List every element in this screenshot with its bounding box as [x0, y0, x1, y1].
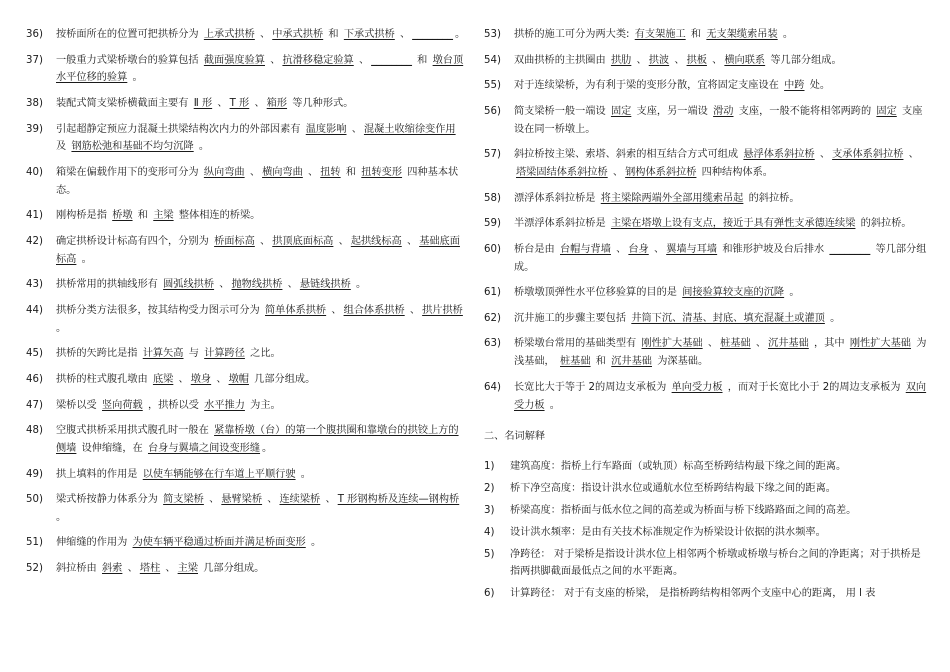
question-fragment: 、 [284, 279, 298, 291]
answer-blank: 支承体系斜拉桥 [832, 149, 904, 161]
question-number: 60) [484, 243, 501, 255]
question-fragment: 、 [256, 235, 271, 247]
question-fragment: 。 [262, 442, 273, 454]
right-column [484, 26, 930, 607]
question-number: 48) [26, 425, 43, 437]
question-fragment: 、 [612, 243, 627, 255]
question-fragment: 空腹式拱桥采用拱式腹孔时一般在 [56, 425, 213, 437]
question-number: 36) [26, 29, 43, 40]
question-item [484, 103, 930, 139]
question-fragment: 长宽比大于等于 2的周边支承板为 [514, 381, 670, 393]
answer-blank: 主梁在塔墩上设有支点，接近于具有弹性支承德连续梁 [610, 218, 856, 230]
question-item [26, 491, 466, 527]
question-fragment: 、 [335, 235, 349, 247]
answer-blank: 台帽与背墙 [560, 243, 611, 255]
question-number: 39) [26, 123, 43, 135]
question-text [56, 276, 466, 294]
question-fragment: 。 [546, 399, 560, 411]
question-fragment: 桥梁墩台常用的基础类型有 [514, 338, 640, 350]
question-fragment: 伸缩缝的作用为 [56, 537, 131, 549]
answer-blank: 混凝土收缩徐变作用 [363, 123, 456, 135]
definition-text: 净跨径： 对于梁桥是指设计洪水位上相邻两个桥墩或桥墩与桥台之间的净距离；对于拱桥是指两拱脚截面最低点之间的水平距离。 [510, 548, 921, 578]
answer-blank: 计算矢高 [142, 348, 184, 360]
answer-blank: 悬臂梁桥 [221, 494, 263, 506]
question-fragment: 。 [786, 287, 800, 299]
answer-blank: 塔梁固结体系斜拉桥 [516, 166, 608, 178]
question-fragment: 、 [708, 54, 723, 66]
question-fragment: 的斜拉桥。 [745, 192, 800, 204]
definition-number: 2) [484, 483, 495, 495]
definition-number: 6) [484, 588, 495, 600]
question-fragment: 、 [267, 54, 281, 66]
question-fragment: 、 [322, 494, 336, 506]
question-text [514, 103, 930, 139]
question-item [26, 164, 466, 200]
question-fragment: 、 [264, 494, 278, 506]
question-item [484, 146, 930, 182]
answer-blank: 翼墙与耳墙 [666, 243, 718, 255]
question-fragment: 漂浮体系斜拉桥是 [514, 192, 599, 204]
question-number: 61) [484, 287, 501, 299]
question-item [26, 371, 466, 389]
answer-blank: 底梁 [152, 373, 174, 385]
question-fragment: 整体相连的桥梁。 [175, 210, 261, 222]
question-number: 50) [26, 494, 43, 506]
answer-blank: 温度影响 [305, 123, 347, 135]
answer-blank: 截面强度验算 [203, 54, 265, 66]
answer-blank: 桩基础 [720, 338, 751, 350]
answer-blank: 抛物线拱桥 [231, 279, 283, 291]
question-fragment: 。 [56, 322, 67, 334]
answer-blank: 基础底面标高 [56, 235, 460, 265]
question-item [484, 284, 930, 302]
question-text [514, 77, 930, 95]
answer-blank: 为使车辆平稳通过桥面并满足桥面变形 [132, 537, 306, 549]
definition-text: 计算跨径： 对于有支座的桥梁， 是指桥跨结构相邻两个支座中心的距离， 用 l 表 [510, 588, 876, 600]
question-fragment: 、 [609, 166, 624, 178]
question-fragment: 、 [633, 54, 647, 66]
question-fragment: 引起超静定预应力混凝土拱梁结构次内力的外部因素有 [56, 123, 304, 135]
answer-blank: 圆弧线拱桥 [163, 279, 215, 291]
answer-blank: 滑动 [713, 105, 734, 117]
question-text [56, 345, 466, 363]
question-fragment: 四种结构体系。 [698, 166, 773, 178]
answer-blank: 拱片拱桥 [422, 304, 463, 316]
question-fragment: 、 [650, 243, 665, 255]
question-fragment: 、 [406, 304, 421, 316]
question-number: 59) [484, 218, 501, 230]
question-text [514, 335, 930, 371]
question-text [514, 26, 930, 44]
answer-blank: T 形钢构桥及连续—钢构桥 [337, 494, 460, 506]
question-fragment: 与 [185, 348, 203, 360]
answer-blank: 简单体系拱桥 [265, 304, 327, 316]
answer-blank: 无支架缆索吊装 [706, 29, 778, 40]
question-fragment: 和 [325, 29, 342, 40]
question-number: 45) [26, 348, 43, 360]
question-fragment: 、 [162, 563, 176, 575]
question-fragment: 。 [56, 511, 67, 523]
question-fragment: 、 [256, 29, 271, 40]
question-number: 41) [26, 210, 43, 222]
answer-blank: 拱顶底面标高 [272, 235, 334, 247]
answer-blank: 刚性扩大基础 [641, 338, 703, 350]
answer-blank: 单向受力板 [671, 381, 723, 393]
question-fragment: 简支梁桥一般一端设 [514, 105, 609, 117]
question-text [514, 241, 930, 277]
question-fragment: 。 [352, 279, 367, 291]
question-item [26, 95, 466, 113]
answer-blank: 拱板 [686, 54, 707, 66]
question-fragment: 半漂浮体系斜拉桥是 [514, 218, 609, 230]
answer-blank: 竖向荷载 [102, 399, 143, 411]
question-item [26, 276, 466, 294]
question-item [26, 233, 466, 269]
question-number: 40) [26, 166, 43, 178]
answer-blank: 桥面标高 [214, 235, 255, 247]
question-fragment: 、 [403, 235, 418, 247]
question-fragment: 四种基本状态。 [56, 166, 459, 196]
question-fragment: 支座，另一端设 [633, 105, 712, 117]
question-fragment: 、 [175, 373, 189, 385]
answer-blank: 扭转 [320, 166, 341, 178]
question-fragment: 。 [779, 29, 794, 40]
answer-blank: 横向弯曲 [262, 166, 303, 178]
question-fragment: 刚构桥是指 [56, 210, 111, 222]
question-fragment: 和锥形护坡及台后排水 [719, 243, 828, 255]
definition-number: 4) [484, 526, 495, 538]
question-number: 42) [26, 235, 43, 247]
question-text [56, 534, 466, 552]
question-fragment: 、 [205, 494, 220, 506]
question-fragment: ，而对于长宽比小于 2的周边支承板为 [724, 381, 904, 393]
question-fragment: 、 [246, 166, 261, 178]
question-text [514, 215, 930, 233]
question-fragment: 。 [78, 253, 92, 265]
question-text [56, 397, 466, 415]
definition-text: 建筑高度：指桥上行车路面（或轨顶）标高至桥跨结构最下缘之间的距离。 [510, 461, 847, 473]
question-item [484, 379, 930, 415]
question-number: 46) [26, 373, 43, 385]
answer-blank: 简支梁桥 [163, 494, 204, 506]
definition-item [484, 458, 930, 476]
question-fragment: 、 [213, 373, 227, 385]
definition-number: 1) [484, 461, 495, 473]
question-item [484, 215, 930, 233]
question-text [514, 190, 930, 208]
answer-blank: 墩帽 [228, 373, 249, 385]
question-fragment: 及 [56, 141, 70, 153]
question-fragment: 拱桥的施工可分为两大类: [514, 29, 633, 40]
question-fragment: 梁桥以受 [56, 399, 100, 411]
question-fragment: 按桥面所在的位置可把拱桥分为 [56, 29, 202, 40]
definition-number: 5) [484, 548, 495, 560]
question-fragment: 之比。 [246, 348, 281, 360]
question-number: 43) [26, 279, 43, 291]
question-fragment: 确定拱桥设计标高有四个，分别为 [56, 235, 213, 247]
answer-blank: 拱波 [648, 54, 670, 66]
definition-item [484, 502, 930, 520]
question-fragment: 拱桥的柱式腹孔墩由 [56, 373, 151, 385]
answer-blank: 墩身 [190, 373, 212, 385]
answer-blank: 悬浮体系斜拉桥 [743, 149, 815, 161]
question-fragment: 梁式桥按静力体系分为 [56, 494, 162, 506]
question-text [56, 371, 466, 389]
answer-blank: 将主梁除两端外全部用缆索吊起 [600, 192, 744, 204]
answer-blank: 固定 [876, 105, 897, 117]
question-item [484, 77, 930, 95]
question-item [26, 26, 466, 44]
question-text [514, 146, 930, 182]
answer-blank: ________ [371, 54, 412, 66]
question-text [56, 95, 466, 113]
question-item [484, 26, 930, 44]
answer-blank: 桩基础 [560, 356, 591, 368]
question-fragment: 几部分组成。 [250, 373, 316, 385]
question-number: 49) [26, 468, 43, 480]
question-fragment: 等几种形式。 [289, 97, 354, 109]
question-fragment: 对于连续梁桥，为有利于梁的变形分散，宜将固定支座设在 [514, 80, 783, 92]
definition-number: 3) [484, 504, 495, 516]
definition-item [484, 524, 930, 542]
section-heading: 二、名词解释 [484, 431, 546, 443]
question-fragment: 装配式简支梁桥横截面主要有 [56, 97, 192, 109]
question-fragment: 拱桥常用的拱轴线形有 [56, 279, 162, 291]
question-item [26, 121, 466, 157]
answer-blank: 中承式拱桥 [272, 29, 324, 40]
question-text [56, 466, 466, 484]
answer-blank: 纵向弯曲 [203, 166, 245, 178]
question-fragment: 为深基础。 [653, 356, 709, 368]
question-fragment: 和 [342, 166, 360, 178]
question-fragment: 一般重力式梁桥墩台的验算包括 [56, 54, 202, 66]
question-fragment: 桥墩墩顶弹性水平位移验算的目的是 [514, 287, 681, 299]
question-fragment: 为主。 [246, 399, 281, 411]
answer-blank: 下承式拱桥 [343, 29, 395, 40]
question-number: 55) [484, 80, 501, 92]
question-fragment: 拱上填料的作用是 [56, 468, 141, 480]
question-number: 51) [26, 537, 43, 549]
answer-blank: 中跨 [784, 80, 805, 92]
question-item [484, 241, 930, 277]
question-text [56, 302, 466, 338]
answer-blank: 井筒下沉、清基、封底、填充混凝土或灌顶 [631, 312, 825, 324]
answer-blank: 上承式拱桥 [203, 29, 255, 40]
question-text [56, 164, 466, 200]
question-fragment: 桥台是由 [514, 243, 558, 255]
answer-blank: 刚性扩大基础 [849, 338, 911, 350]
question-text [56, 121, 466, 157]
question-number: 47) [26, 399, 43, 411]
question-number: 57) [484, 149, 501, 161]
answer-blank: 水平推力 [204, 399, 245, 411]
answer-blank: Ⅱ 形 [193, 97, 213, 109]
answer-blank: 拱肋 [610, 54, 632, 66]
question-number: 53) [484, 29, 501, 40]
question-fragment: 支座，一般不能将相邻两跨的 [735, 105, 875, 117]
question-fragment: 。 [195, 141, 210, 153]
answer-blank: 紧靠桥墩（台）的第一个腹拱圈和靠墩台的拱铰上方的侧墙 [56, 425, 459, 454]
question-text [514, 52, 930, 70]
question-fragment: ，拱桥以受 [144, 399, 203, 411]
question-fragment: 、 [671, 54, 685, 66]
answer-blank: 钢构体系斜拉桥 [625, 166, 697, 178]
definition-text: 桥下净空高度：指设计洪水位或通航水位至桥跨结构最下缘之间的距离。 [510, 483, 836, 495]
question-fragment: 和 [592, 356, 610, 368]
question-fragment: 、 [304, 166, 319, 178]
question-fragment: 。 [297, 468, 311, 480]
question-fragment: 和 [687, 29, 705, 40]
question-fragment: 双曲拱桥的主拱圈由 [514, 54, 609, 66]
question-fragment: 拱桥分类方法很多，按其结构受力图示可分为 [56, 304, 263, 316]
question-text [514, 310, 930, 328]
question-number: 62) [484, 312, 501, 324]
answer-blank: T 形 [229, 97, 250, 109]
question-number: 44) [26, 304, 43, 316]
answer-blank: 扭转变形 [361, 166, 403, 178]
answer-blank: 双向受力板 [514, 381, 927, 411]
question-text [56, 560, 466, 578]
question-text [56, 491, 466, 527]
definition-item [484, 546, 930, 582]
answer-blank: 台身 [628, 243, 649, 255]
question-number: 38) [26, 97, 43, 109]
question-fragment: 、 [251, 97, 265, 109]
answer-blank: 连续梁桥 [279, 494, 321, 506]
question-fragment: 、 [348, 123, 362, 135]
question-item [484, 335, 930, 371]
question-fragment: ，其中 [810, 338, 848, 350]
answer-blank: 沉井基础 [768, 338, 809, 350]
question-fragment: 、 [905, 149, 919, 161]
question-fragment: 为浅基础， [514, 338, 927, 368]
answer-blank: 钢筋松弛和基础不均匀沉降 [71, 141, 194, 153]
definition-text: 桥梁高度：指桥面与低水位之间的高差或为桥面与桥下线路路面之间的高差。 [510, 504, 857, 516]
question-item [484, 310, 930, 328]
question-fragment: 处。 [806, 80, 831, 92]
answer-blank: ________ [412, 29, 453, 40]
question-fragment: 设伸缩缝，在 [78, 442, 146, 454]
answer-blank: 抗滑移稳定验算 [282, 54, 354, 66]
question-text [514, 284, 930, 302]
question-number: 58) [484, 192, 501, 204]
question-fragment: 几部分组成。 [200, 563, 265, 575]
answer-blank: 固定 [610, 105, 632, 117]
question-number: 37) [26, 54, 43, 66]
answer-blank: 墩台顶水平位移的验算 [56, 54, 464, 84]
question-fragment: 。 [826, 312, 841, 324]
question-item [26, 52, 466, 88]
question-fragment: 拱桥的矢跨比是指 [56, 348, 141, 360]
answer-blank: 组合体系拱桥 [343, 304, 405, 316]
answer-blank: 箱形 [266, 97, 288, 109]
question-text [56, 26, 466, 44]
question-text [56, 422, 466, 458]
question-item [26, 397, 466, 415]
question-item [26, 422, 466, 458]
question-item [484, 52, 930, 70]
question-fragment: 。 [454, 29, 466, 40]
question-item [26, 534, 466, 552]
answer-blank: 沉井基础 [611, 356, 652, 368]
question-number: 63) [484, 338, 501, 350]
question-fragment: 、 [214, 97, 228, 109]
question-item [26, 466, 466, 484]
question-text [56, 52, 466, 88]
question-item [26, 207, 466, 225]
answer-blank: 塔柱 [139, 563, 161, 575]
question-fragment: 、 [328, 304, 342, 316]
answer-blank: 有支架施工 [634, 29, 686, 40]
question-fragment: 支座设在同一桥墩上。 [514, 105, 923, 135]
question-fragment: 等几部分组成。 [767, 54, 842, 66]
question-fragment: 斜拉桥按主梁、索塔、斜索的相互结合方式可组成 [514, 149, 742, 161]
question-number: 52) [26, 563, 43, 575]
question-fragment: 。 [307, 537, 322, 549]
answer-blank: 主梁 [153, 210, 174, 222]
answer-blank: 台身与翼墙之间设变形缝 [147, 442, 261, 454]
question-number: 64) [484, 381, 501, 393]
answer-blank: 主梁 [177, 563, 198, 575]
question-fragment: 、 [216, 279, 230, 291]
question-fragment: 、 [816, 149, 831, 161]
question-fragment: 和 [413, 54, 431, 66]
question-item [484, 190, 930, 208]
question-fragment: 的斜拉桥。 [857, 218, 912, 230]
question-fragment: 、 [704, 338, 719, 350]
answer-blank: ________ [829, 243, 871, 255]
question-text [56, 233, 466, 269]
answer-blank: 横向联系 [724, 54, 766, 66]
definition-item [484, 480, 930, 498]
question-number: 54) [484, 54, 501, 66]
question-fragment: 、 [396, 29, 411, 40]
question-number: 56) [484, 105, 501, 117]
question-fragment: 沉井施工的步骤主要包括 [514, 312, 630, 324]
definition-item [484, 585, 930, 603]
question-fragment: 、 [124, 563, 138, 575]
question-fragment: 、 [355, 54, 370, 66]
definition-text: 设计洪水频率：是由有关技术标准规定作为桥梁设计依据的洪水频率。 [510, 526, 826, 538]
question-item [26, 302, 466, 338]
question-fragment: 和 [134, 210, 152, 222]
answer-blank: 桥墩 [112, 210, 133, 222]
left-column [26, 26, 466, 586]
answer-blank: 以使车辆能够在行车道上平顺行驶 [142, 468, 296, 480]
question-fragment: 。 [129, 72, 143, 84]
answer-blank: 间接验算较支座的沉降 [682, 287, 785, 299]
question-item [26, 560, 466, 578]
question-item [26, 345, 466, 363]
question-text [514, 379, 930, 415]
answer-blank: 起拱线标高 [350, 235, 402, 247]
answer-blank: 计算跨径 [204, 348, 245, 360]
question-fragment: 箱梁在偏载作用下的变形可分为 [56, 166, 202, 178]
answer-blank: 悬链线拱桥 [299, 279, 351, 291]
question-fragment: 等几部分组成。 [514, 243, 927, 273]
question-fragment: 斜拉桥由 [56, 563, 100, 575]
question-fragment: 、 [752, 338, 767, 350]
answer-blank: 斜索 [102, 563, 123, 575]
question-text [56, 207, 466, 225]
